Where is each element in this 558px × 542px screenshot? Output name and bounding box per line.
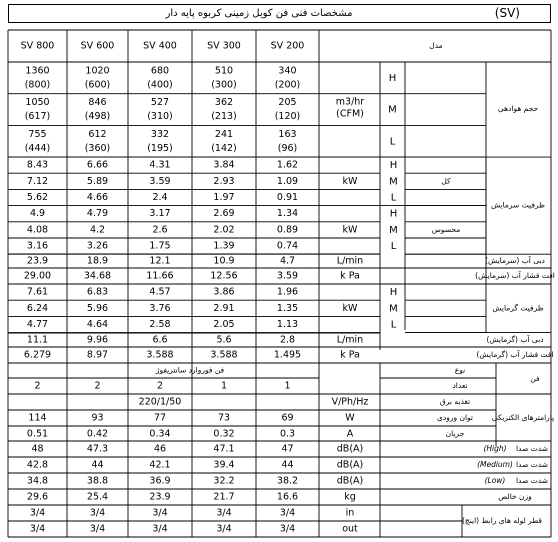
heating-value: 2.58	[149, 319, 171, 330]
air-volume-cfm: (300)	[211, 79, 237, 91]
sound-value: 36.9	[149, 475, 171, 487]
air-volume-value: 846	[88, 97, 107, 109]
sound-value: 47.1	[213, 443, 235, 455]
air-volume-value: 332	[150, 128, 170, 140]
cooling-value: 2.02	[213, 224, 235, 236]
air-volume-cfm: (200)	[274, 79, 301, 91]
cooling-flow-value: 18.9	[86, 255, 109, 267]
current-value: 0.51	[26, 428, 49, 440]
heating-value: 2.91	[213, 302, 235, 314]
cooling-unit: kW	[342, 175, 358, 187]
power-supply-value: 220/1/50	[138, 396, 182, 408]
speed-label: L	[389, 136, 396, 148]
current-value: 0.42	[86, 428, 109, 440]
heating-label: ظرفیت گرمایش	[492, 303, 544, 313]
heating-pressure-value: 8.97	[86, 349, 109, 361]
model-header: SV 600	[80, 40, 115, 52]
cooling-pressure-label: افت فشار آب (سرمایش)	[475, 271, 555, 280]
air-volume-value: 205	[278, 97, 297, 109]
cooling-flow-unit: L/min	[336, 255, 364, 267]
pipe-unit: in	[345, 507, 355, 519]
sound-value: 47.3	[86, 443, 109, 455]
speed-label: H	[388, 72, 397, 84]
cooling-value: 1.34	[276, 208, 299, 220]
current-unit: A	[346, 428, 354, 440]
speed-label: M	[388, 104, 397, 116]
air-volume-value: 612	[88, 128, 107, 140]
current-label: جریان	[445, 429, 465, 438]
cooling-value: 3.26	[86, 240, 109, 252]
current-value: 0.32	[213, 428, 235, 440]
sound-speed-label: (Medium)	[477, 460, 513, 469]
model-header: SV 800	[20, 40, 55, 52]
pipe-unit: out	[342, 523, 358, 535]
cooling-total-label: کل	[441, 176, 451, 186]
cooling-pressure-value: 34.68	[83, 270, 112, 282]
sound-value: 39.4	[213, 459, 235, 471]
pipe-diameter-label: قطر لوله های رابط (اینچ)	[461, 516, 543, 525]
speed-label: L	[390, 192, 397, 204]
heating-flow-label: دبی آب (گرمایش)	[486, 335, 544, 344]
model-header: SV 400	[143, 40, 177, 52]
air-volume-cfm: (195)	[147, 142, 173, 154]
sound-label: شدت صدا	[515, 476, 549, 485]
heating-pressure-value: 6.279	[23, 349, 52, 361]
air-volume-cfm: (600)	[84, 79, 111, 91]
power-input-value: 69	[281, 412, 294, 424]
cooling-pressure-value: 11.66	[146, 270, 174, 282]
sound-unit: dB(A)	[336, 475, 364, 487]
pipe-value: 3/4	[29, 507, 46, 519]
air-volume-value: 527	[150, 97, 170, 109]
cooling-value: 1.75	[149, 240, 171, 252]
power-input-label: توان ورودی	[436, 413, 474, 422]
sound-value: 42.8	[26, 459, 49, 471]
cooling-value: 4.08	[26, 224, 49, 236]
air-volume-cfm: (498)	[84, 111, 111, 123]
cooling-flow-value: 4.7	[279, 255, 296, 267]
air-volume-cfm: (213)	[211, 111, 237, 123]
fan-count-value: 2	[156, 380, 164, 392]
cooling-value: 2.4	[152, 192, 168, 203]
air-volume-cfm: (120)	[274, 111, 301, 123]
cooling-flow-value: 10.9	[213, 255, 235, 267]
heating-flow-value: 6.6	[152, 334, 168, 346]
power-input-value: 77	[153, 412, 167, 424]
cooling-value: 4.31	[149, 159, 171, 171]
pipe-value: 3/4	[279, 507, 296, 519]
sound-value: 34.8	[26, 475, 49, 487]
power-input-value: 73	[217, 412, 231, 424]
weight-value: 21.7	[213, 491, 235, 503]
weight-value: 16.6	[276, 491, 299, 503]
heating-value: 4.77	[26, 319, 49, 330]
weight-label: وزن خالص	[498, 492, 532, 501]
cooling-flow-value: 23.9	[26, 255, 49, 267]
air-volume-cfm: (400)	[147, 79, 173, 91]
cooling-value: 1.62	[276, 159, 299, 171]
sound-value: 32.2	[213, 475, 235, 487]
cooling-value: 7.12	[26, 175, 49, 187]
heating-pressure-value: 3.588	[146, 349, 174, 361]
pipe-value: 3/4	[152, 507, 168, 519]
fan-type-label: نوع	[454, 365, 466, 375]
cooling-flow-label: دبی آب (سرمایش)	[485, 256, 545, 265]
speed-label: M	[389, 224, 398, 236]
pipe-value: 3/4	[152, 523, 168, 535]
air-volume-cfm: (142)	[211, 142, 237, 154]
heating-value: 1.96	[276, 286, 299, 298]
cooling-value: 3.16	[26, 240, 49, 252]
pipe-value: 3/4	[89, 507, 106, 519]
power-supply-label: تغذیه برق	[439, 397, 471, 406]
sound-value: 38.2	[276, 475, 299, 487]
cooling-value: 4.66	[86, 192, 109, 203]
weight-value: 23.9	[149, 491, 171, 503]
sound-label: شدت صدا	[515, 444, 549, 453]
sound-value: 46	[153, 443, 167, 455]
air-volume-unit: m3/hr	[335, 96, 365, 108]
air-volume-cfm: (310)	[147, 111, 173, 123]
air-volume-value: 241	[214, 128, 234, 140]
heating-unit: kW	[342, 302, 358, 314]
power-input-unit: W	[345, 412, 355, 424]
cooling-value: 5.89	[86, 175, 109, 187]
power-supply-unit: V/Ph/Hz	[331, 396, 369, 408]
air-volume-cfm: (96)	[277, 142, 298, 154]
cooling-flow-value: 12.1	[149, 255, 171, 267]
sound-value: 47	[281, 443, 294, 455]
cooling-value: 0.91	[276, 192, 299, 203]
fan-count-value: 1	[220, 380, 228, 392]
sound-value: 48	[31, 443, 44, 455]
fan-count-label: تعداد	[452, 381, 468, 390]
heating-flow-value: 5.6	[216, 334, 232, 346]
air-volume-value: 1050	[25, 97, 50, 109]
fan-count-value: 2	[34, 380, 41, 392]
heating-value: 2.05	[213, 319, 235, 330]
cooling-value: 3.84	[213, 159, 235, 171]
series-code: (SV)	[494, 6, 520, 20]
heating-value: 1.13	[276, 319, 299, 330]
cooling-pressure-value: 3.59	[276, 270, 299, 282]
air-volume-cfm: (444)	[24, 142, 51, 154]
heating-value: 6.24	[26, 302, 49, 314]
air-volume-value: 1360	[25, 65, 50, 77]
electrical-label: پارامترهای الکتریکی	[491, 413, 555, 422]
cooling-unit: kW	[342, 224, 358, 236]
heating-pressure-value: 3.588	[210, 349, 238, 361]
heating-value: 6.83	[86, 286, 109, 298]
current-value: 0.34	[149, 428, 171, 440]
page-title: مشخصات فنی فن کویل زمینی کربوه پایه دار	[165, 8, 353, 19]
cooling-value: 4.2	[89, 224, 106, 236]
model-label: مدل	[429, 41, 443, 50]
heating-value: 5.96	[86, 302, 109, 314]
cooling-value: 2.93	[213, 175, 235, 187]
fan-label: فن	[530, 374, 540, 383]
sound-speed-label: (High)	[483, 444, 507, 453]
power-input-value: 114	[28, 412, 47, 424]
heating-pressure-value: 1.495	[273, 349, 302, 361]
cooling-pressure-unit: k Pa	[340, 270, 360, 282]
sound-unit: dB(A)	[336, 443, 364, 455]
pipe-value: 3/4	[216, 507, 232, 519]
cooling-value: 4.79	[86, 208, 109, 220]
air-volume-value: 680	[150, 65, 170, 77]
heating-value: 4.64	[86, 319, 109, 330]
speed-label: H	[389, 287, 398, 299]
cooling-value: 0.74	[276, 240, 299, 252]
pipe-value: 3/4	[89, 523, 106, 535]
air-volume-value: 362	[214, 97, 234, 109]
heating-flow-unit: L/min	[336, 334, 364, 346]
fan-count-value: 1	[284, 380, 291, 392]
pipe-value: 3/4	[279, 523, 296, 535]
sound-value: 44	[91, 459, 104, 471]
cooling-value: 6.66	[86, 159, 109, 171]
cooling-value: 4.9	[29, 208, 46, 220]
cooling-value: 2.6	[152, 224, 168, 236]
fan-type-value: فن فوروارد سانتریفوژ	[155, 365, 225, 375]
sound-value: 42.1	[149, 459, 171, 471]
air-volume-cfm: (617)	[24, 111, 51, 123]
speed-label: M	[389, 303, 398, 315]
weight-unit: kg	[344, 491, 356, 503]
heating-flow-value: 9.96	[86, 334, 109, 346]
speed-label: L	[390, 319, 397, 331]
pipe-value: 3/4	[29, 523, 46, 535]
sound-unit: dB(A)	[336, 459, 364, 471]
fan-count-value: 2	[94, 380, 101, 392]
sound-speed-label: (Low)	[484, 476, 506, 485]
speed-label: M	[389, 176, 398, 188]
air-volume-value: 755	[28, 128, 47, 140]
heating-flow-value: 2.8	[279, 334, 296, 346]
weight-value: 25.4	[86, 491, 109, 503]
speed-label: H	[389, 160, 398, 172]
heating-value: 7.61	[26, 286, 49, 298]
cooling-value: 8.43	[26, 159, 49, 171]
cooling-value: 2.69	[213, 208, 235, 220]
air-volume-value: 510	[214, 65, 234, 77]
cooling-value: 1.97	[213, 192, 235, 203]
power-input-value: 93	[91, 412, 104, 424]
sound-label: شدت صدا	[515, 460, 549, 469]
heating-value: 3.76	[149, 302, 171, 314]
speed-label: H	[389, 208, 398, 220]
pipe-value: 3/4	[216, 523, 232, 535]
air-volume-unit: (CFM)	[336, 108, 364, 120]
heating-value: 4.57	[149, 286, 171, 298]
cooling-label: ظرفیت سرمایش	[490, 200, 546, 210]
air-volume-cfm: (360)	[84, 142, 111, 154]
cooling-value: 0.89	[276, 224, 299, 236]
air-volume-value: 1020	[85, 65, 110, 77]
air-volume-label: حجم هوادهی	[497, 104, 539, 113]
model-header: SV 300	[207, 40, 241, 52]
sound-value: 44	[281, 459, 294, 471]
cooling-value: 1.39	[213, 240, 235, 252]
cooling-value: 3.17	[149, 208, 171, 220]
heating-value: 3.86	[213, 286, 235, 298]
weight-value: 29.6	[26, 491, 49, 503]
cooling-pressure-value: 29.00	[23, 270, 52, 282]
air-volume-cfm: (800)	[24, 79, 51, 91]
sound-value: 38.8	[86, 475, 109, 487]
air-volume-value: 340	[278, 65, 297, 77]
cooling-value: 3.59	[149, 175, 171, 187]
cooling-value: 5.62	[26, 192, 49, 203]
air-volume-value: 163	[278, 128, 297, 140]
cooling-pressure-value: 12.56	[210, 270, 238, 282]
cooling-sensible-label: محسوس	[431, 224, 461, 234]
heating-pressure-unit: k Pa	[340, 349, 360, 361]
heating-pressure-label: افت فشار آب (گرمایش)	[476, 350, 554, 359]
speed-label: L	[390, 241, 397, 253]
heating-value: 1.35	[276, 302, 299, 314]
heating-flow-value: 11.1	[26, 334, 49, 346]
cooling-value: 1.09	[276, 175, 299, 187]
current-value: 0.3	[279, 428, 296, 440]
model-header: SV 200	[270, 40, 305, 52]
